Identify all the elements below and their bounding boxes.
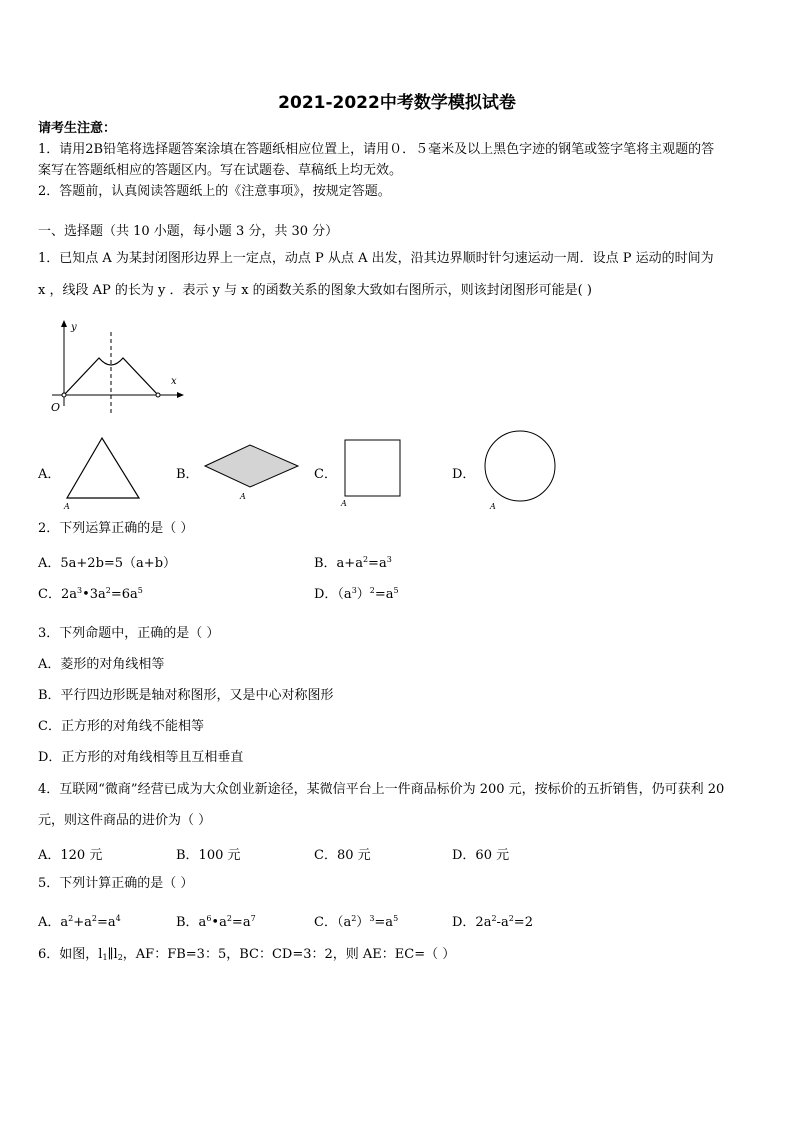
notice-line-1b: 案写在答题纸相应的答题区内。写在试题卷、草稿纸上均无效。: [38, 163, 403, 178]
q3-option-a: A．菱形的对角线相等: [38, 657, 165, 672]
q3-option-d: D．正方形的对角线相等且互相垂直: [38, 750, 244, 765]
point-a-label: A: [490, 502, 496, 511]
page-title: 2021-2022中考数学模拟试卷: [278, 93, 516, 113]
q5-option-b: B．$a^6•a^2=a^7$: [176, 914, 256, 930]
q4-option-a: A．120 元: [38, 848, 103, 863]
q2-stem: 2．下列运算正确的是（ ）: [38, 521, 194, 536]
q4-option-b: B．100 元: [176, 848, 241, 863]
q1-option-d-circle: [480, 428, 562, 512]
notice-heading: 请考生注意：: [38, 121, 117, 136]
q3-stem: 3．下列命题中，正确的是（ ）: [38, 626, 220, 641]
end-point: [156, 393, 160, 397]
q2-option-d: D．$(a^3)^2=a^5$: [314, 586, 399, 602]
q5-option-a: A．$a^2+a^2=a^4$: [38, 914, 121, 930]
q3-option-c: C．正方形的对角线不能相等: [38, 719, 204, 734]
q2-option-c: C．$2a^3•3a^2=6a^5$: [38, 586, 143, 602]
x-label: x: [171, 376, 177, 387]
q4-option-c: C．80 元: [314, 848, 371, 863]
q4-line-1: 4．互联网“微商”经营已成为大众创业新途径，某微信平台上一件商品标价为 200 元，按标价的五折销售，仍可获利 20: [38, 782, 725, 797]
notice-line-1a: 1．请用2B铅笔将选择题答案涂填在答题纸相应位置上，请用０．５毫米及以上黑色字迹的钢笔或签字笔将主观题的答: [38, 142, 715, 157]
q1-option-c-square: [338, 436, 408, 508]
q1-option-d-letter: D．: [452, 467, 476, 482]
q1-function-graph: [40, 318, 190, 414]
q1-line-1: 1．已知点 A 为某封闭图形边界上一定点，动点 P 从点 A 出发，沿其边界顺时针匀速运动一周．设点 P 运动的时间为: [38, 251, 714, 266]
x-axis-arrow: [177, 392, 184, 398]
q5-option-d: D．$2a^2-a^2=2$: [452, 914, 533, 930]
q6-stem: 6．如图，$l_1\parallel l_2$，AF：FB=3：5，BC：CD=3：2，则 AE：EC=（ ）: [38, 947, 456, 962]
q4-option-d: D．60 元: [452, 848, 510, 863]
q1-option-b-rhombus: [200, 440, 304, 502]
point-a-label: A: [341, 499, 347, 508]
q4-line-2: 元，则这件商品的进价为（ ）: [38, 813, 212, 828]
q1-option-c-letter: C．: [314, 467, 337, 482]
q2-option-a: A．5a+2b=5（a+b）: [38, 556, 177, 571]
y-axis-arrow: [61, 320, 67, 327]
q3-option-b: B．平行四边形既是轴对称图形，又是中心对称图形: [38, 688, 334, 703]
q1-option-b-letter: B．: [176, 467, 199, 482]
point-a-label: A: [240, 492, 246, 501]
q1-line-2: x ，线段 AP 的长为 y ．表示 y 与 x 的函数关系的图象大致如右图所示，则该封闭图形可能是( ): [38, 283, 592, 298]
point-a-label: A: [64, 502, 70, 511]
notice-line-2: 2．答题前，认真阅读答题纸上的《注意事项》，按规定答题。: [38, 184, 391, 199]
section-heading: 一、选择题（共 10 小题，每小题 3 分，共 30 分）: [38, 224, 339, 239]
q5-option-c: C．$(a^2)^3=a^5$: [314, 914, 399, 930]
start-point: [62, 393, 66, 397]
q1-option-a-letter: A．: [38, 467, 61, 482]
q5-stem: 5．下列计算正确的是（ ）: [38, 876, 194, 891]
origin-label: O: [51, 401, 61, 414]
q2-option-b: B．$a+a^2=a^3$: [314, 555, 392, 571]
q1-option-a-triangle: [62, 434, 146, 512]
y-label: y: [71, 322, 77, 333]
